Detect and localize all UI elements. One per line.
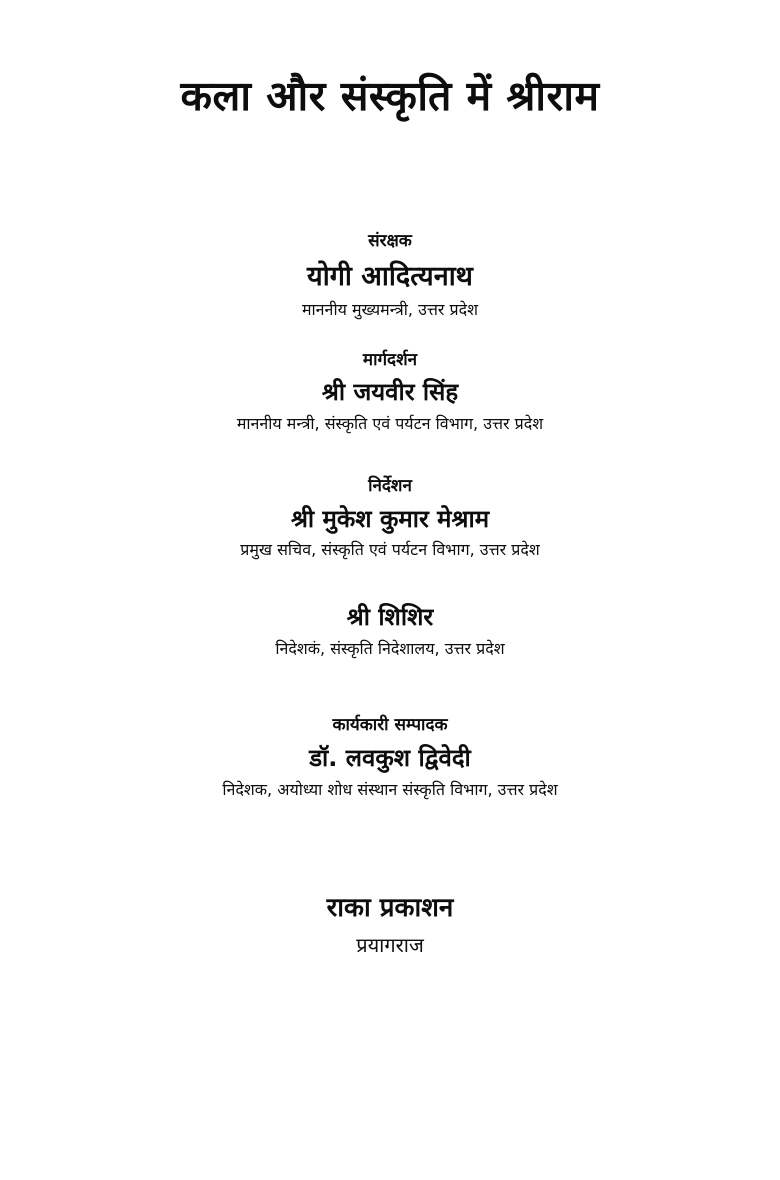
credit-name: श्री मुकेश कुमार मेश्राम: [290, 504, 490, 533]
credit-role: निर्देशन: [368, 476, 412, 497]
title-page: [0, 72, 780, 1180]
credit-role: कार्यकारी सम्पादक: [332, 715, 448, 736]
credit-direction: [60, 474, 720, 562]
credit-guidance: [60, 348, 720, 436]
credit-name: श्री शिशिर: [346, 603, 434, 632]
credit-name: श्री जयवीर सिंह: [321, 378, 459, 407]
credit-role: संरक्षक: [368, 231, 412, 252]
credit-designation: निदेशकं, संस्कृति निदेशालय, उत्तर प्रदेश: [275, 639, 505, 659]
credit-designation: निदेशक, अयोध्या शोध संस्थान संस्कृति विभाग, उत्तर प्रदेश: [222, 779, 558, 799]
credits-section: [60, 229, 720, 801]
publisher-section: [60, 890, 720, 960]
credit-designation: माननीय मुख्यमन्त्री, उत्तर प्रदेश: [301, 299, 479, 319]
credit-role: मार्गदर्शन: [362, 349, 418, 370]
publisher-name: राका प्रकाशन: [326, 892, 454, 923]
credit-patron: [60, 229, 720, 322]
credit-executive-editor: [60, 713, 720, 801]
credit-director: [60, 600, 720, 661]
credit-designation: माननीय मन्त्री, संस्कृति एवं पर्यटन विभाग, उत्तर प्रदेश: [236, 414, 544, 434]
credit-name: डॉ. लवकुश द्विवेदी: [309, 743, 471, 772]
publisher-city: प्रयागराज: [356, 932, 424, 957]
credit-name: योगी आदित्यनाथ: [307, 260, 473, 292]
page-title: कला और संस्कृति में श्रीराम: [180, 72, 600, 120]
credit-designation: प्रमुख सचिव, संस्कृति एवं पर्यटन विभाग, उत्तर प्रदेश: [240, 540, 540, 560]
